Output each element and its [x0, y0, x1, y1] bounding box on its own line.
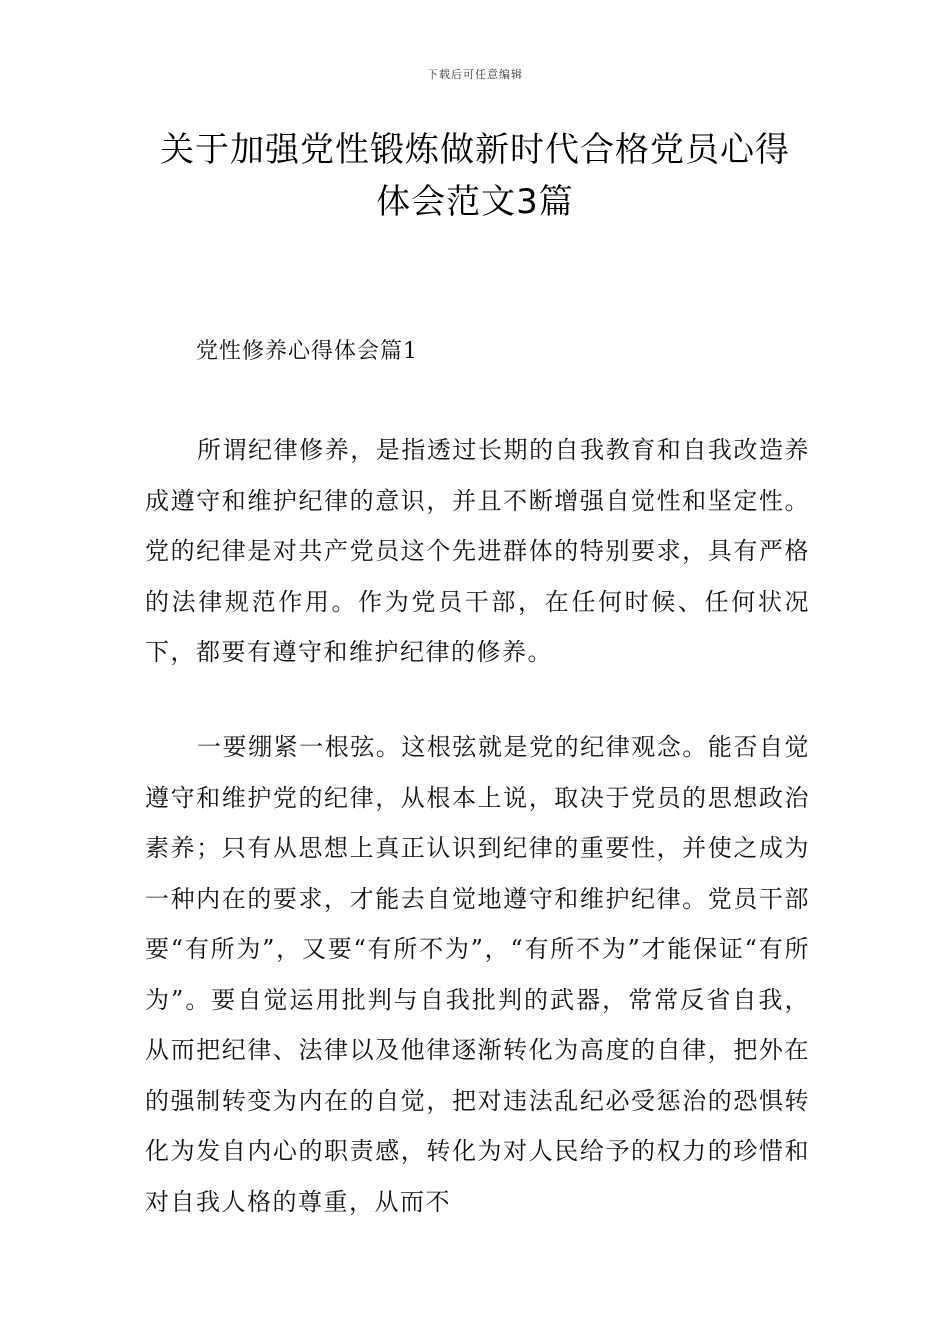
section-heading: 党性修养心得体会篇1 — [196, 339, 418, 364]
body-paragraph: 所谓纪律修养，是指透过长期的自我教育和自我改造养成遵守和维护纪律的意识，并且不断增强自觉性和坚定性。党的纪律是对共产党员这个先进群体的特别要求，具有严格的法律规范作用。作为党员干部，在任何时候、任何状况下，都要有遵守和维护纪律的修养。 — [145, 436, 810, 666]
header-note: 下载后可任意编辑 — [427, 68, 523, 81]
body-paragraph: 一要绷紧一根弦。这根弦就是党的纪律观念。能否自觉遵守和维护党的纪律，从根本上说，取决于党员的思想政治素养；只有从思想上真正认识到纪律的重要性，并使之成为一种内在的要求，才能去自觉地遵守和维护纪律。党员干部要“有所为”，又要“有所不为”，“有所不为”才能保证“有所为”。要自觉运用批判与自我批判的武器，常常反省自我，从而把纪律、法律以及他律逐渐转化为高度的自律，把外在的强制转变为内在的自觉，把对违法乱纪必受惩治的恐惧转化为发自内心的职责感，转化为对人民给予的权力的珍惜和对自我人格的尊重，从而不 — [145, 733, 810, 1216]
document-title-line-2: 体会范文3篇 — [376, 182, 574, 222]
document-title — [140, 124, 810, 228]
document-title-line-1: 关于加强党性锻炼做新时代合格党员心得 — [160, 130, 790, 170]
